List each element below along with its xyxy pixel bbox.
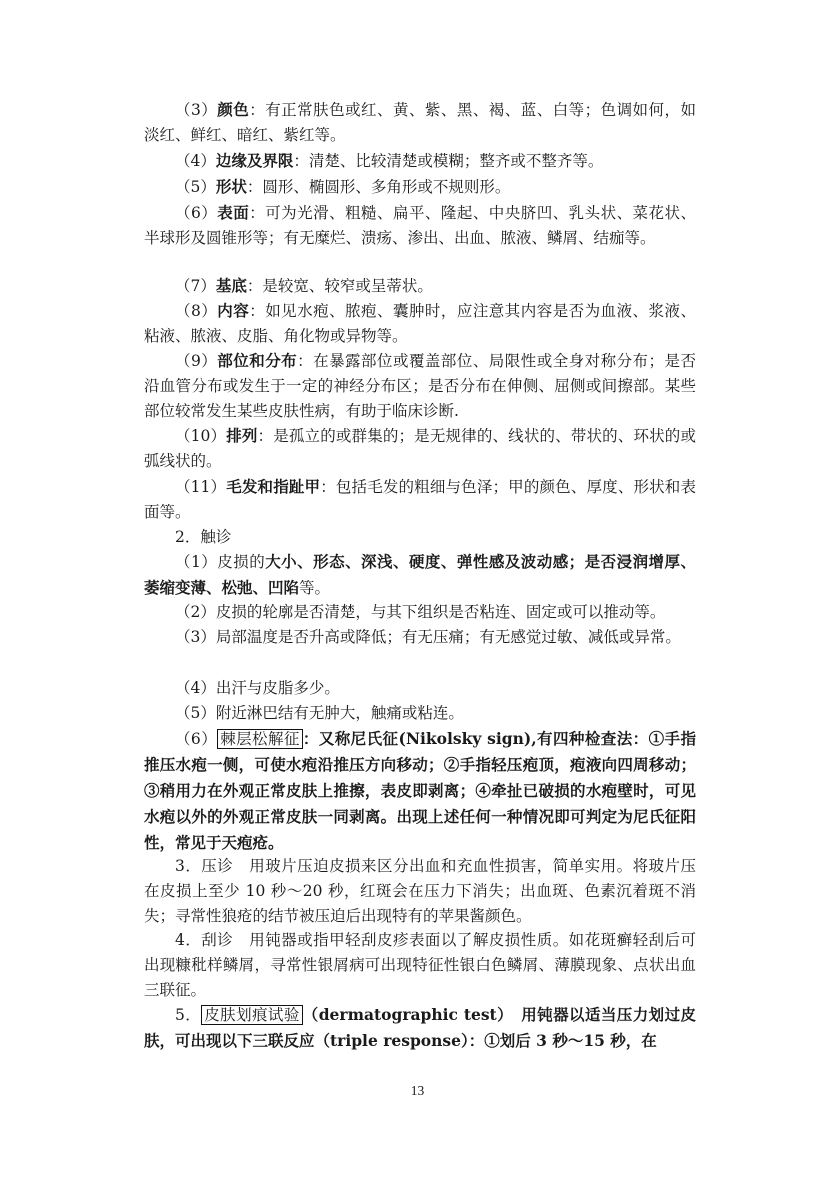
text-run: （9） (175, 352, 218, 370)
paragraph (144, 423, 696, 474)
bold-text: 基底 (215, 276, 247, 295)
text-run: ：有正常肤色或红、黄、紫、黑、褐、蓝、白等；色调如何，如淡红、鲜红、暗红、紫红等。 (144, 101, 696, 144)
text-run: （1）皮损的 (175, 553, 266, 571)
bold-text: 大小、形态、深浅、硬度、弹性感及波动感；是否浸润增厚、萎缩变薄、松弛、凹陷 (144, 552, 696, 597)
paragraph (144, 928, 696, 1003)
text-run: 5． (175, 1006, 202, 1024)
paragraph (144, 625, 696, 650)
paragraph (144, 600, 696, 625)
text-run: （6） (175, 204, 218, 222)
paragraph (144, 726, 696, 856)
text-run: 3．压诊 用玻片压迫皮损来区分出血和充血性损害，简单实用。将玻片压在皮损上至少 10 秒～20 秒，红斑会在压力下消失；出血斑、色素沉着斑不消失；寻常性狼疮的结节被压迫后出现特有的苹果酱颜色。 (144, 857, 696, 925)
bold-text: ：又称尼氏征(Nikolsky sign),有四种检查法：①手指推压水疱一侧，可使水疱沿推压方向移动；②手指轻压疱顶，疱液向四周移动；③稍用力在外观正常皮肤上推擦，表皮即剥离；④牵扯已破损的水疱壁时，可见水疱以外的外观正常皮肤一同剥离。出现上述任何一种情况即可判定为尼氏征阳性，常见于天疱疮。 (144, 729, 696, 852)
paragraph (144, 854, 696, 929)
bold-text: 内容 (217, 301, 250, 320)
paragraph (144, 701, 696, 726)
text-run: （6） (175, 730, 218, 748)
bold-text: 部位和分布 (217, 351, 298, 370)
text-run: ：包括毛发的粗细与色泽；甲的颜色、厚度、形状和表面等。 (144, 478, 696, 521)
bold-text: 形状 (215, 177, 247, 196)
text-run: （10） (175, 427, 227, 445)
text-run: （11） (175, 478, 227, 496)
paragraph (144, 174, 696, 200)
bold-text: 边缘及界限 (215, 151, 294, 170)
paragraph (144, 676, 696, 701)
text-run: ：可为光滑、粗糙、扁平、隆起、中央脐凹、乳头状、菜花状、半球形及圆锥形等；有无糜烂、溃疡、渗出、出血、脓液、鳞屑、结痂等。 (144, 204, 696, 247)
paragraph (144, 298, 696, 349)
text-run: ：如见水疱、脓疱、囊肿时，应注意其内容是否为血液、浆液、粘液、脓液、皮脂、角化物或异物等。 (144, 302, 696, 345)
paragraph (144, 474, 696, 525)
text-run: 等。 (299, 579, 331, 597)
paragraph (144, 1002, 696, 1054)
text-run: （4） (175, 152, 216, 170)
paragraph (144, 348, 696, 424)
bold-text: 表面 (217, 203, 250, 222)
bold-text: （dermatographic test） 用钝器以适当压力划过皮肤，可出现以下三联反应（triple response）：①划后 3 秒～15 秒，在 (144, 1005, 696, 1050)
text-run: ：在暴露部位或覆盖部位、局限性或全身对称分布；是否沿血管分布或发生于一定的神经分布区；是否分布在伸侧、屈侧或间擦部。某些部位较常发生某些皮肤性病，有助于临床诊断. (144, 352, 696, 420)
bold-text: 颜色 (217, 100, 250, 119)
bold-text: 排列 (226, 426, 258, 445)
text-run: （3）局部温度是否升高或降低；有无压痛；有无感觉过敏、减低或异常。 (175, 628, 681, 646)
paragraph (144, 549, 696, 601)
boxed-term: 棘层松解征 (217, 729, 303, 749)
text-run: ：清楚、比较清楚或模糊；整齐或不整齐等。 (293, 152, 604, 170)
text-run: ：圆形、椭圆形、多角形或不规则形。 (246, 178, 511, 196)
paragraph (144, 97, 696, 148)
paragraph (144, 525, 696, 550)
text-run: （5） (175, 178, 216, 196)
paragraph (144, 148, 696, 174)
text-run: （3） (175, 101, 218, 119)
text-run: ：是孤立的或群集的；是无规律的、线状的、带状的、环状的或弧线状的。 (144, 427, 696, 470)
text-run: （4）出汗与皮脂多少。 (175, 679, 340, 697)
text-run: 2．触诊 (175, 528, 232, 546)
text-run: （2）皮损的轮廓是否清楚，与其下组织是否粘连、固定或可以推动等。 (175, 603, 666, 621)
text-run: （8） (175, 302, 218, 320)
text-run: ：是较宽、较窄或呈蒂状。 (246, 277, 433, 295)
text-run: 4．刮诊 用钝器或指甲轻刮皮疹表面以了解皮损性质。如花斑癣轻刮后可出现糠秕样鳞屑，寻常性银屑病可出现特征性银白色鳞屑、薄膜现象、点状出血三联征。 (144, 931, 696, 999)
paragraph (144, 200, 696, 251)
paragraph (144, 273, 696, 299)
text-run: （5）附近淋巴结有无肿大，触痛或粘连。 (175, 704, 464, 722)
boxed-term: 皮肤划痕试验 (201, 1005, 303, 1025)
text-run: （7） (175, 277, 216, 295)
bold-text: 毛发和指趾甲 (226, 477, 321, 496)
page-number: 13 (410, 1083, 425, 1098)
